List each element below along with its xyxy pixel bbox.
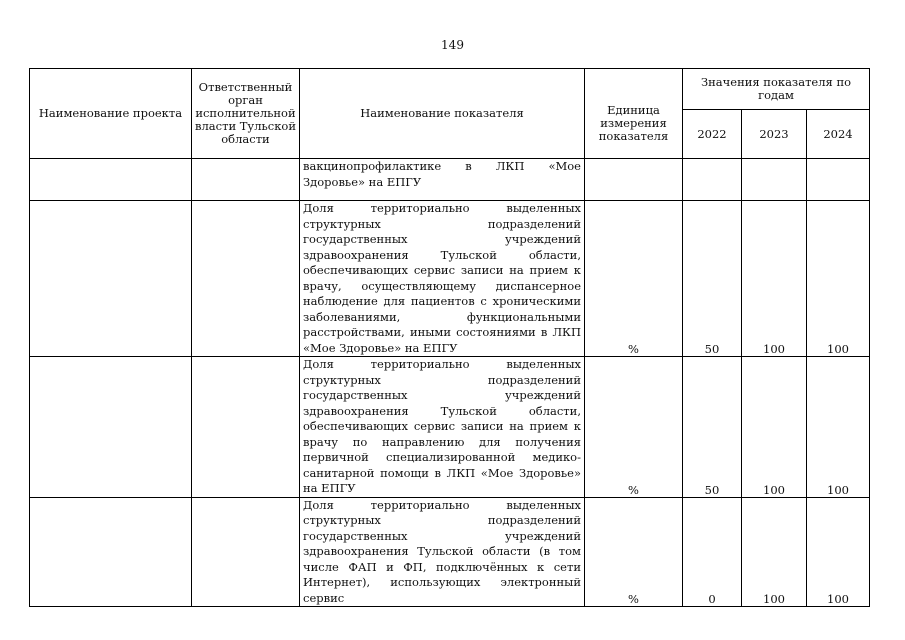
cell-responsible [192,201,300,357]
cell-project [30,497,192,607]
cell-indicator: вакцинопрофилактике в ЛКП «Мое Здоровье» на ЕПГУ [300,159,585,201]
header-year-2023: 2023 [742,110,807,159]
header-year-2022: 2022 [683,110,742,159]
table-row [30,497,870,607]
cell-value-2023: 100 [742,357,807,498]
header-responsible-body: Ответственный орган исполнительной власти Тульской области [192,69,300,159]
cell-value-2022 [683,159,742,201]
header-project-name: Наименование проекта [30,69,192,159]
cell-project [30,357,192,498]
cell-value-2022: 50 [683,201,742,357]
cell-value-2023 [742,159,807,201]
table-row [30,159,870,201]
indicators-table [29,68,870,607]
cell-project [30,201,192,357]
cell-value-2024: 100 [807,357,870,498]
cell-value-2022: 0 [683,497,742,607]
cell-value-2022: 50 [683,357,742,498]
header-row-1 [30,69,870,110]
cell-value-2024: 100 [807,497,870,607]
cell-responsible [192,159,300,201]
header-values-group: Значения показателя по годам [683,69,870,110]
header-year-2024: 2024 [807,110,870,159]
cell-indicator: Доля территориально выделенных структурных подразделений государственных учреждений здравоохранения Тульской области, обеспечивающих сервис записи на прием к врачу по направлению для получения первичной специализированной медико-санитарной помощи в ЛКП «Мое Здоровье» на ЕПГУ [300,357,585,498]
cell-value-2024 [807,159,870,201]
cell-unit: % [585,357,683,498]
table-row [30,201,870,357]
cell-value-2024: 100 [807,201,870,357]
header-unit: Единица измерения показателя [585,69,683,159]
cell-value-2023: 100 [742,497,807,607]
cell-value-2023: 100 [742,201,807,357]
cell-responsible [192,357,300,498]
cell-responsible [192,497,300,607]
page-number: 149 [441,38,464,52]
cell-indicator: Доля территориально выделенных структурных подразделений государственных учреждений здравоохранения Тульской области (в том числе ФАП и ФП, подключённых к сети Интернет), использующих электронный сервис [300,497,585,607]
cell-unit [585,159,683,201]
cell-unit: % [585,201,683,357]
cell-unit: % [585,497,683,607]
cell-indicator: Доля территориально выделенных структурных подразделений государственных учреждений здравоохранения Тульской области, обеспечивающих сервис записи на прием к врачу, осуществляющему диспансерное наблюдение для пациентов с хроническими заболеваниями, функциональными расстройствами, иными состояниями в ЛКП «Мое Здоровье» на ЕПГУ [300,201,585,357]
header-indicator-name: Наименование показателя [300,69,585,159]
table-row [30,357,870,498]
cell-project [30,159,192,201]
